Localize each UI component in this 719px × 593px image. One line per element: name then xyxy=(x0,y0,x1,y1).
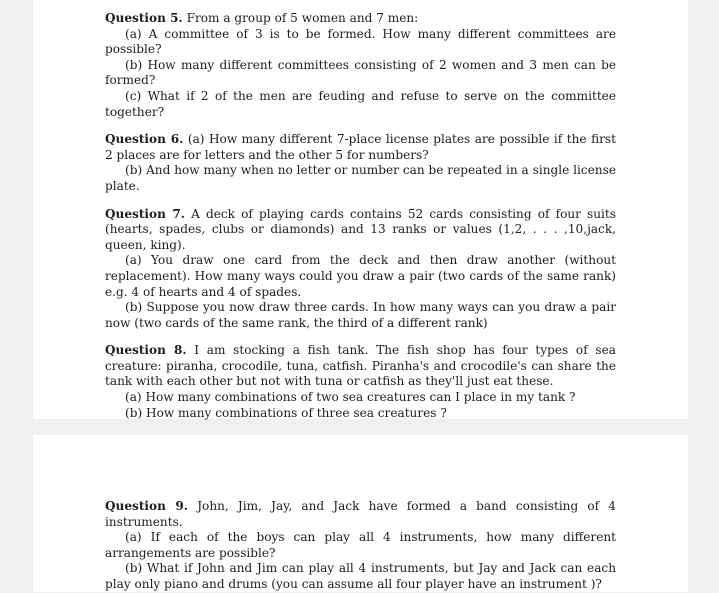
question-label: Question 7. xyxy=(105,206,185,221)
question-9 xyxy=(105,499,616,593)
question-8 xyxy=(105,343,616,421)
question-part: (b) What if John and Jim can play all 4 instruments, but Jay and Jack can each play only piano and drums (you can assume all four player have an instrument )? xyxy=(105,561,616,591)
question-part: (a) If each of the boys can play all 4 instruments, how many different arrangements are possible? xyxy=(105,530,616,560)
question-intro: John, Jim, Jay, and Jack have formed a band consisting of 4 instruments. xyxy=(105,499,616,529)
document-page-1 xyxy=(33,0,688,419)
question-intro: I am stocking a fish tank. The fish shop has four types of sea creature: piranha, crocodile, tuna, catfish. Piranha's and crocodile's can share the tank with each other but not with tuna or catfish as they'll just eat these. xyxy=(105,343,616,389)
question-part: (a) You draw one card from the deck and then draw another (without replacement). How many ways could you draw a pair (two cards of the same rank) e.g. 4 of hearts and 4 of spades. xyxy=(105,253,616,299)
question-part: (b) Suppose you now draw three cards. In how many ways can you draw a pair now (two cards of the same rank, the third of a different rank) xyxy=(105,300,616,330)
question-7 xyxy=(105,207,616,332)
question-part: (b) And how many when no letter or number can be repeated in a single license plate. xyxy=(105,163,616,193)
question-6 xyxy=(105,132,616,194)
question-5 xyxy=(105,11,616,120)
question-label: Question 8. xyxy=(105,343,187,358)
question-intro: From a group of 5 women and 7 men: xyxy=(186,11,419,25)
document-page-2 xyxy=(33,435,688,592)
question-label: Question 9. xyxy=(105,499,189,513)
question-intro: A deck of playing cards contains 52 cards consisting of four suits (hearts, spades, clubs or diamonds) and 13 ranks or values (1,2, . . . ,10,jack, queen, king). xyxy=(105,206,616,252)
question-label: Question 6. xyxy=(105,132,184,147)
question-part: (b) How many combinations of three sea creatures ? xyxy=(125,405,447,420)
question-label: Question 5. xyxy=(105,11,183,25)
question-part: (c) What if 2 of the men are feuding and refuse to serve on the committee together? xyxy=(105,88,616,119)
question-part: (b) How many different committees consisting of 2 women and 3 men can be formed? xyxy=(105,57,616,88)
question-part: (a) A committee of 3 is to be formed. How many different committees are possible? xyxy=(105,26,616,57)
question-part: (a) How many combinations of two sea creatures can I place in my tank ? xyxy=(125,390,576,405)
question-intro: (a) How many different 7-place license plates are possible if the first 2 places are for letters and the other 5 for numbers? xyxy=(105,132,616,162)
